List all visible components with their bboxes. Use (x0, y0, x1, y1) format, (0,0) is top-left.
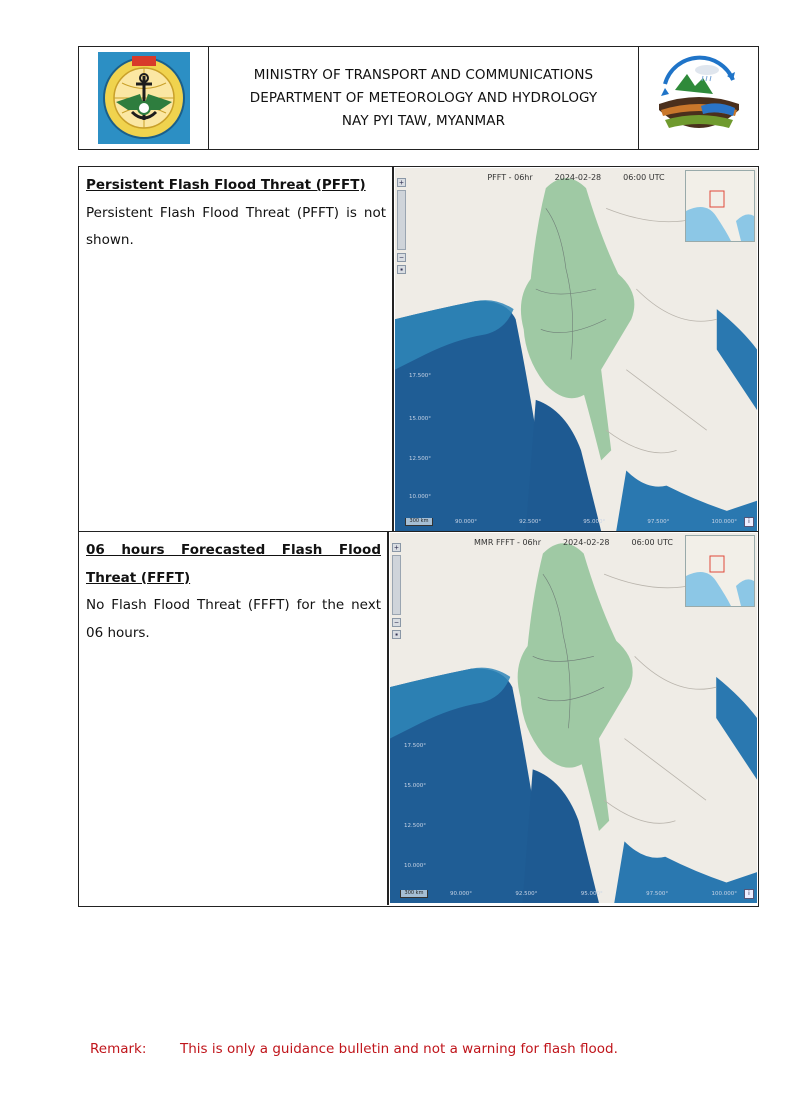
ffft-description: No Flash Flood Threat (FFFT) for the next 06 hours. (86, 597, 381, 641)
pfft-scale-bar: 300 km (405, 518, 433, 526)
ffft-row (79, 532, 758, 905)
column-divider (392, 167, 394, 531)
zoom-out-button[interactable]: − (397, 253, 406, 262)
threat-table (78, 166, 759, 907)
pfft-overview-map[interactable] (685, 170, 755, 242)
ffft-overview-map[interactable] (685, 535, 755, 607)
ministry-emblem-cell (79, 47, 209, 149)
ffft-map[interactable] (390, 533, 757, 903)
pfft-row (79, 167, 758, 532)
remark-label: Remark: (90, 1041, 147, 1057)
info-icon[interactable]: i (744, 889, 754, 899)
ministry-emblem-logo (96, 50, 192, 146)
ffft-title: 06 hours Forecasted Flash Flood Threat (FFFT) (86, 542, 381, 586)
ffft-scale-bar: 300 km (400, 890, 428, 898)
bulletin-header (78, 46, 759, 150)
lat-label: 17.500° (404, 743, 426, 749)
lon-labels (455, 519, 737, 525)
pfft-map-product: PFFT - 06hr (487, 173, 533, 182)
map-layers-button[interactable]: ▪ (397, 265, 406, 274)
location-name: NAY PYI TAW, MYANMAR (341, 113, 506, 129)
department-name: DEPARTMENT OF METEOROLOGY AND HYDROLOGY (249, 90, 598, 106)
pfft-map-date: 2024-02-28 (554, 173, 602, 182)
lon-label: 90.000° (450, 891, 472, 897)
zoom-in-button[interactable]: + (392, 543, 401, 552)
lat-label: 12.500° (404, 823, 426, 829)
pfft-map-time: 06:00 UTC (623, 173, 665, 182)
pfft-zoom-control[interactable] (397, 178, 407, 277)
ministry-name: MINISTRY OF TRANSPORT AND COMMUNICATIONS (253, 67, 594, 83)
lon-label: 100.000° (711, 891, 737, 897)
lon-label: 100.000° (711, 519, 737, 525)
lat-label: 15.000° (409, 416, 431, 422)
lat-label: 10.000° (404, 863, 426, 869)
header-title-block (209, 47, 638, 149)
column-divider (387, 532, 389, 905)
info-icon[interactable]: i (744, 517, 754, 527)
ffft-map-date: 2024-02-28 (563, 538, 610, 547)
map-layers-button[interactable]: ▪ (392, 630, 401, 639)
pfft-map[interactable] (395, 168, 757, 531)
lon-label: 90.000° (455, 519, 477, 525)
pfft-text-cell (86, 172, 386, 255)
pfft-description: Persistent Flash Flood Threat (PFFT) is not shown. (86, 204, 386, 248)
lat-label: 17.500° (409, 373, 431, 379)
overview-map-graphic (686, 171, 754, 241)
remark (90, 1041, 618, 1057)
zoom-slider[interactable] (392, 555, 401, 615)
hydrology-emblem-cell (638, 47, 758, 149)
lat-label: 12.500° (409, 456, 431, 462)
lon-label: 92.500° (515, 891, 538, 897)
pfft-title: Persistent Flash Flood Threat (PFFT) (86, 177, 366, 193)
zoom-slider[interactable] (397, 190, 406, 250)
hydrology-emblem-logo (651, 50, 747, 146)
ffft-zoom-control[interactable] (392, 543, 402, 642)
zoom-in-button[interactable]: + (397, 178, 406, 187)
lon-label: 97.500° (646, 891, 669, 897)
lon-labels (450, 891, 737, 897)
zoom-out-button[interactable]: − (392, 618, 401, 627)
remark-text: This is only a guidance bulletin and not a warning for flash flood. (180, 1041, 618, 1057)
ffft-map-product: MMR FFFT - 06hr (474, 538, 541, 547)
ffft-text-cell (86, 537, 381, 647)
lon-label: 95.000° (583, 519, 606, 525)
lat-label: 15.000° (404, 783, 426, 789)
overview-map-graphic (686, 536, 754, 606)
lat-label: 10.000° (409, 494, 431, 500)
lon-label: 92.500° (519, 519, 542, 525)
ffft-map-time: 06:00 UTC (631, 538, 673, 547)
lon-label: 97.500° (647, 519, 670, 525)
lon-label: 95.000° (580, 891, 603, 897)
